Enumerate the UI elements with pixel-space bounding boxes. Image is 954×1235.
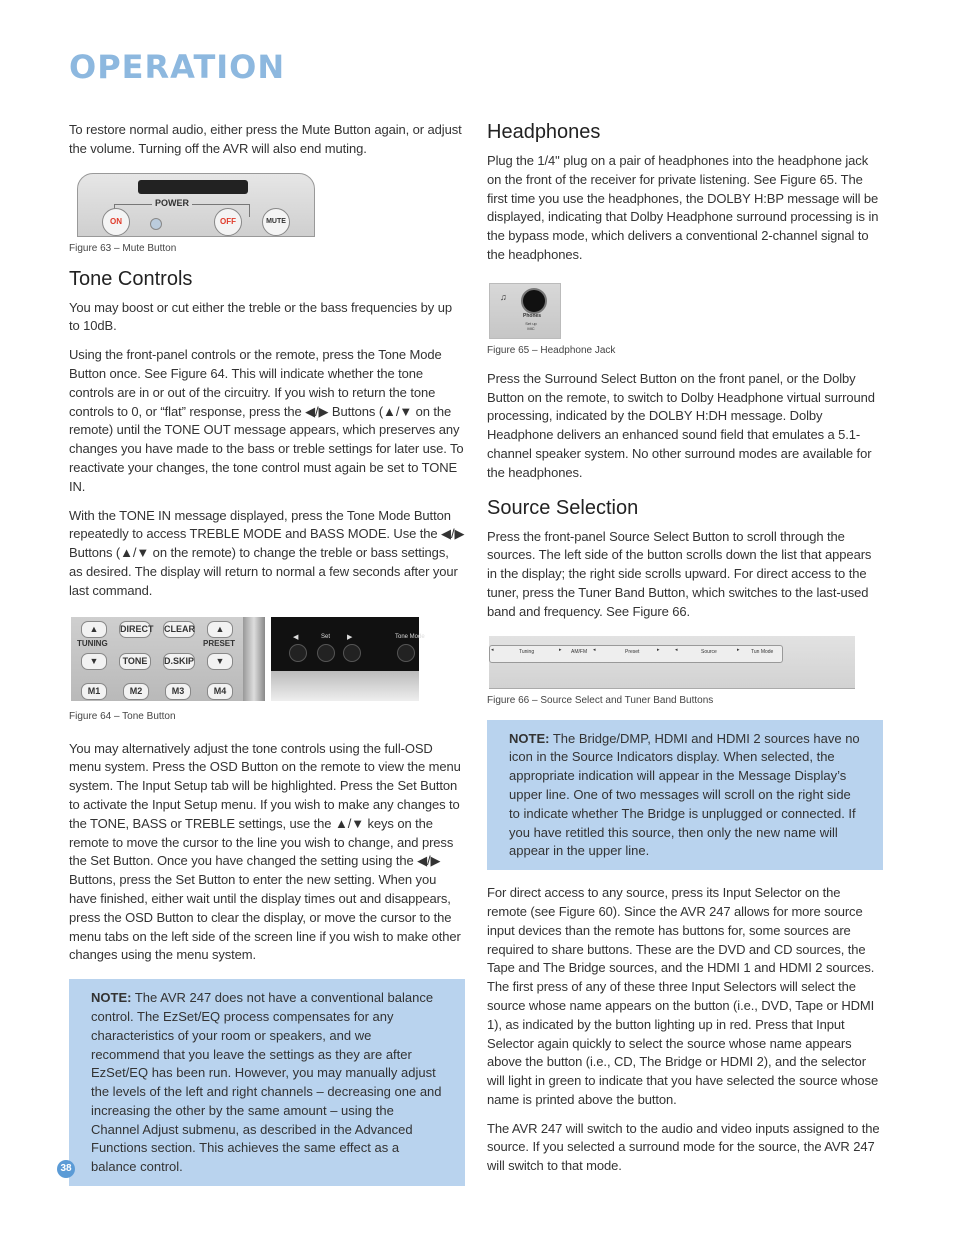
tuning-right-arrow: ▸ — [559, 646, 562, 653]
am-fm-label: AM/FM — [571, 648, 588, 655]
note-text: The AVR 247 does not have a conventional balance control. The EzSet/EQ process compensates for any characteristics of your room or speakers, and we recommend that you leave the settings as they are after EzSet/EQ has been run. However, you may manually adjust the levels of the left and right channels – decreasing one and increasing the other by the same amount – using the Channel Adjust submenu, as described in the Advanced Functions section. This achieves the same effect as a balance control. — [91, 990, 442, 1175]
source-right-arrow: ▸ — [737, 646, 740, 653]
preset-label: PRESET — [203, 638, 236, 648]
left-knob — [289, 644, 307, 662]
tone-controls-heading: Tone Controls — [69, 267, 193, 290]
tun-mode-label: Tun Mode — [751, 648, 774, 655]
direct-button: DIRECT — [119, 621, 151, 638]
panel-left-arrow: ◀ — [293, 633, 299, 641]
m3-button: M3 — [165, 683, 191, 700]
fig66-source-label: Source — [701, 648, 717, 655]
preset-left-arrow: ◂ — [593, 646, 596, 653]
display-window — [138, 180, 248, 194]
left-column — [69, 121, 465, 1186]
figure-64-caption: Figure 64 – Tone Button — [69, 710, 176, 722]
clear-button: CLEAR — [163, 621, 195, 638]
panel-lower-surface — [271, 671, 419, 701]
panel-set-label: Set — [321, 633, 331, 640]
mute-button: MUTE — [262, 208, 290, 236]
headphones-paragraph-1: Plug the 1/4" plug on a pair of headphones into the headphone jack on the front of the receiver for private listening. See Figure 65. The first time you use the headphones, the DOLBY H:BP message will be displayed, indicating that Dolby Headphone surround processing is in the bypass mode, which delivers a conventional 2-channel signal to the headphones. — [487, 153, 879, 262]
note-label: NOTE: — [91, 990, 132, 1006]
remote-edge — [243, 617, 265, 701]
tuning-label: TUNING — [77, 638, 108, 648]
tone-paragraph-3: With the TONE IN message displayed, press the Tone Mode Button repeatedly to access TREBLE MODE and BASS MODE. Use the ◀/▶ Buttons (▲/▼ on the remote) to change the treble or bass settings, as desired. The display will return to normal a few seconds after your last command. — [69, 507, 465, 598]
indicator-light — [150, 218, 162, 230]
tuning-left-arrow: ◂ — [491, 646, 494, 653]
right-knob — [343, 644, 361, 662]
m1-button: M1 — [81, 683, 107, 700]
setup-mic-label: Set up MIC — [525, 320, 537, 331]
tone-paragraph-2: Using the front-panel controls or the remote, press the Tone Mode Button once. See Figure 64. This will indicate whether the tone controls are in or out of the circuitry. If you wish to return the tone controls to 0, or “flat” response, press the ◀/▶ Buttons (▲/▼ on the remote) until the TONE OUT message appears, which preserves any changes you have made to the bass or treble settings for later use. To reactivate your changes, the tone control must again be set to TONE IN. — [69, 347, 464, 494]
figure-64-remote — [71, 617, 265, 701]
figure-63-mute-button — [77, 173, 315, 237]
source-paragraph-3: The AVR 247 will switch to the audio and video inputs assigned to the source. If you selected a surround mode for the source, the AVR 247 will switch to that mode. — [487, 1120, 880, 1174]
source-left-arrow: ◂ — [675, 646, 678, 653]
headphone-jack-socket — [521, 288, 547, 314]
figure-64-row — [69, 617, 465, 701]
figure-66-source-buttons — [489, 636, 855, 689]
figure-64-front-panel — [271, 617, 425, 701]
power-label: POWER — [152, 198, 192, 208]
headphones-heading: Headphones — [487, 121, 601, 143]
phones-label: Phones — [523, 312, 542, 319]
tone-paragraph-4: You may alternatively adjust the tone controls using the full-OSD menu system. Press the OSD Button on the remote to view the menu system. The Input Setup tab will be highlighted. Press the Set Button to activate the Input Setup menu. If you wish to make any changes to the TONE, BASS or TREBLE settings, use the ▲/▼ keys on the remote to move the cursor to the line you wish to change, and press the Set Button. Once you have changed the setting using the ◀/▶ Buttons, press the Set Button to enter the new setting. When you have finished, either wait until the display times out and disappears, press the OSD Button to clear the display, or move the cursor to the menu tabs on the left side of the screen line if you wish to make other changes using the menu system. — [69, 740, 461, 963]
panel-tone-mode-label: Tone Mode — [395, 633, 425, 640]
figure-65-headphone-jack — [489, 283, 561, 339]
source-paragraph-2: For direct access to any source, press its Input Selector on the remote (see Figure 60). Since the AVR 247 allows for more source input devices than the remote has buttons for, some sources are required to share buttons. These are the DVD and CD sources, the Tape and The Bridge sources, and the HDMI 1 and HDMI 2 sources. The first press of any of these three Input Selectors will select the source whose name appears on the button (i.e., DVD, Tape or HDMI 1), as indicated by the button lighting up in red. Press that Input Selector again quickly to select the source whose name appears above the button (i.e., CD, The Bridge or HDMI 2), and the selector will light in green to indicate that you have selected the source whose name is printed above the button. — [487, 885, 879, 1107]
figure-66-caption: Figure 66 – Source Select and Tuner Band Buttons — [487, 694, 714, 706]
balance-note — [69, 979, 465, 1186]
preset-down-button: ▼ — [207, 653, 233, 670]
fig66-preset-label: Preset — [625, 648, 640, 655]
preset-up-button: ▲ — [207, 621, 233, 638]
m4-button: M4 — [207, 683, 233, 700]
figure-63-caption: Figure 63 – Mute Button — [69, 242, 177, 254]
dskip-button: D.SKIP — [163, 653, 195, 670]
m2-button: M2 — [123, 683, 149, 700]
headphones-icon: ♫ — [500, 291, 507, 302]
page-number-badge: 38 — [57, 1160, 75, 1178]
source-paragraph-1: Press the front-panel Source Select Button to scroll through the sources. The left side of the button scrolls down the list that appears in the display; the right side scrolls upward. For direct access to the tuner, press the Tuner Band Button, which switches to the last-used band and frequency. See Figure 66. — [487, 528, 872, 619]
note-text: The Bridge/DMP, HDMI and HDMI 2 sources have no icon in the Source Indicators display. When selected, the appropriate indication will appear in the Message Display’s upper line. One of two messages will scroll on the right side to indicate whether The Bridge is unplugged or connected. If you have retitled this source, then only the new name will appear in the upper line. — [509, 730, 860, 859]
tuning-down-button: ▼ — [81, 653, 107, 670]
tone-paragraph-1: You may boost or cut either the treble or the bass frequencies by up to 10dB. — [69, 299, 452, 334]
figure-65-caption: Figure 65 – Headphone Jack — [487, 344, 616, 356]
tone-mode-knob — [397, 644, 415, 662]
page-title: OPERATION — [69, 48, 286, 86]
intro-paragraph: To restore normal audio, either press the Mute Button again, or adjust the volume. Turning off the AVR will also end muting. — [69, 122, 462, 156]
tuning-up-button: ▲ — [81, 621, 107, 638]
right-column — [487, 121, 883, 1186]
fig66-tuning-label: Tuning — [519, 648, 535, 655]
panel-right-arrow: ▶ — [347, 633, 353, 641]
headphones-paragraph-2: Press the Surround Select Button on the front panel, or the Dolby Button on the remote, to switch to Dolby Headphone virtual surround processing, indicated by the DOLBY H:DH message. Dolby Headphone delivers an enhanced sound field that emulates a 5.1-channel speaker system. No other surround modes are available for the headphones. — [487, 370, 875, 480]
tone-button: TONE — [119, 653, 151, 670]
off-button: OFF — [214, 208, 242, 236]
note-label: NOTE: — [509, 730, 550, 746]
on-button: ON — [102, 208, 130, 236]
preset-right-arrow: ▸ — [657, 646, 660, 653]
source-selection-heading: Source Selection — [487, 496, 639, 519]
bridge-note — [487, 720, 883, 871]
set-knob — [317, 644, 335, 662]
